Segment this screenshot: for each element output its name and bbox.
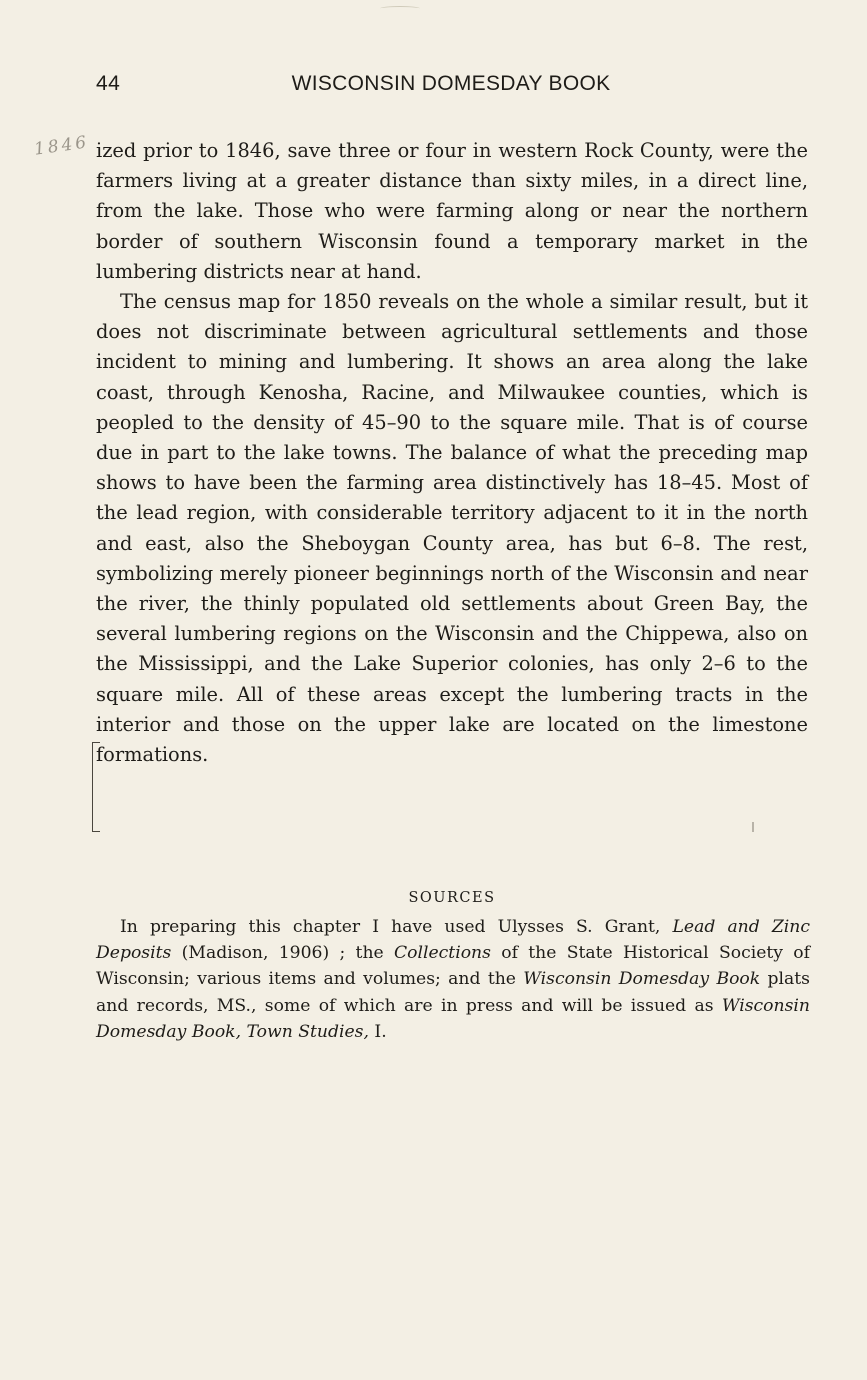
sources-text-segment: In preparing this chapter I have used Ulysses S. Grant, <box>120 917 673 937</box>
running-head <box>96 72 806 100</box>
sources-text-segment: plats and records, MS., some of which are in press and will be issued as <box>96 969 810 1016</box>
sources-text-segment: I. <box>368 1021 387 1042</box>
body-text <box>96 136 808 770</box>
cited-title-lead-zinc: Lead and Zinc Deposits <box>96 917 810 964</box>
cited-title-domesday-book: Wisconsin Domesday Book <box>523 969 761 990</box>
pencil-margin-bracket <box>92 742 100 832</box>
sources-text <box>96 914 810 1045</box>
running-title: WISCONSIN DOMESDAY BOOK <box>291 72 611 95</box>
cited-title-collections: Collections <box>394 943 491 964</box>
stray-pencil-mark <box>752 822 754 832</box>
handwritten-margin-note: 1846 <box>32 132 91 160</box>
sources-heading: SOURCES <box>408 890 496 906</box>
cited-title-town-studies: Wisconsin Domesday Book, Town Studies, <box>96 995 810 1042</box>
sources-paragraph <box>96 914 810 1045</box>
sources-text-segment: (Madison, 1906) ; the <box>171 943 394 964</box>
page-number: 44 <box>96 72 121 95</box>
paragraph-continued: ized prior to 1846, save three or four in western Rock County, were the farmers living at a greater distance than sixty miles, in a direct line, from the lake. Those who were farming along or near the northern border of southern Wisconsin found a temporary market in the lumbering districts near at hand. <box>96 139 808 283</box>
paper-smudge <box>380 6 420 11</box>
sources-text-segment: of the State Historical Society of Wisconsin; various items and volumes; and the <box>96 943 810 990</box>
paragraph: The census map for 1850 reveals on the whole a similar result, but it does not discriminate between agricultural settlements and those incident to mining and lumbering. It shows an area along the lake coast, through Kenosha, Racine, and Milwaukee counties, which is peopled to the density of 45–90 to the square mile. That is of course due in part to the lake towns. The balance of what the preceding map shows to have been the farming area distinctively has 18–45. Most of the lead region, with considerable territory adjacent to it in the north and east, also the Sheboygan County area, has but 6–8. The rest, symbolizing merely pioneer beginnings north of the Wisconsin and near the river, the thinly populated old settlements about Green Bay, the several lumbering regions on the Wisconsin and the Chippewa, also on the Mississippi, and the Lake Superior colonies, has only 2–6 to the square mile. All of these areas except the lumbering tracts in the interior and those on the upper lake are located on the limestone formations. <box>96 290 808 767</box>
